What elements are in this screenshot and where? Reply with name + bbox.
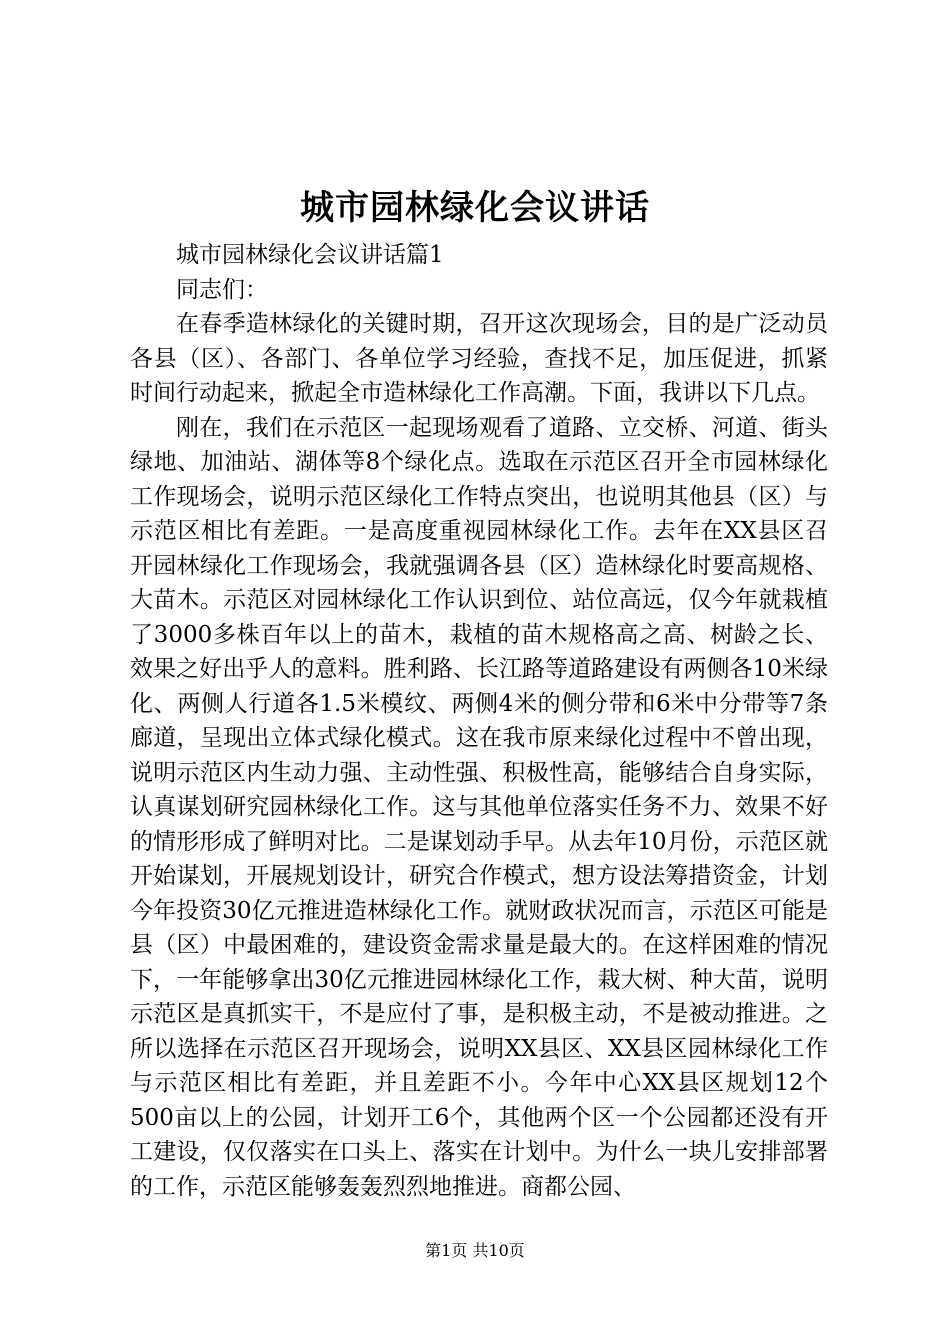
section-heading: 城市园林绿化会议讲话篇1 (176, 242, 444, 268)
paragraph-2: 刚在，我们在示范区一起现场观看了道路、立交桥、河道、街头绿地、加油站、湖体等8个绿化点。选取在示范区召开全市园林绿化工作现场会，说明示范区绿化工作特点突出，也说明其他县（区）与示范区相比有差距。一是高度重视园林绿化工作。去年在XX县区召开园林绿化工作现场会，我就强调各县（区）造林绿化时要高规格、大苗木。示范区对园林绿化工作认识到位、站位高远，仅今年就栽植了3000多株百年以上的苗木，栽植的苗木规格高之高、树龄之长、效果之好出乎人的意料。胜利路、长江路等道路建设有两侧各10米绿化、两侧人行道各1.5米模纹、两侧4米的侧分带和6米中分带等7条廊道，呈现出立体式绿化模式。这在我市原来绿化过程中不曾出现，说明示范区内生动力强、主动性强、积极性高，能够结合自身实际，认真谋划研究园林绿化工作。这与其他单位落实任务不力、效果不好的情形形成了鲜明对比。二是谋划动手早。从去年10月份，示范区就开始谋划，开展规划设计，研究合作模式，想方设法筹措资金，计划今年投资30亿元推进造林绿化工作。就财政状况而言，示范区可能是县（区）中最困难的，建设资金需求量是最大的。在这样困难的情况下，一年能够拿出30亿元推进园林绿化工作，栽大树、种大苗，说明示范区是真抓实干，不是应付了事，是积极主动，不是被动推进。之所以选择在示范区召开现场会，说明XX县区、XX县区园林绿化工作与示范区相比有差距，并且差距不小。今年中心XX县区规划12个500亩以上的公园，计划开工6个，其他两个区一个公园都还没有开工建设，仅仅落实在口头上、落实在计划中。为什么一块儿安排部署的工作，示范区能够轰轰烈烈地推进。商都公园、 (130, 414, 828, 1200)
paragraph-1: 在春季造林绿化的关键时期，召开这次现场会，目的是广泛动员各县（区）、各部门、各单位学习经验，查找不足，加压促进，抓紧时间行动起来，掀起全市造林绿化工作高潮。下面，我讲以下几点。 (130, 311, 828, 406)
page-number-footer: 第1页 共10页 (425, 1241, 525, 1260)
document-title: 城市园林绿化会议讲话 (300, 188, 650, 228)
document-body (130, 238, 828, 1204)
salutation: 同志们： (176, 276, 268, 303)
